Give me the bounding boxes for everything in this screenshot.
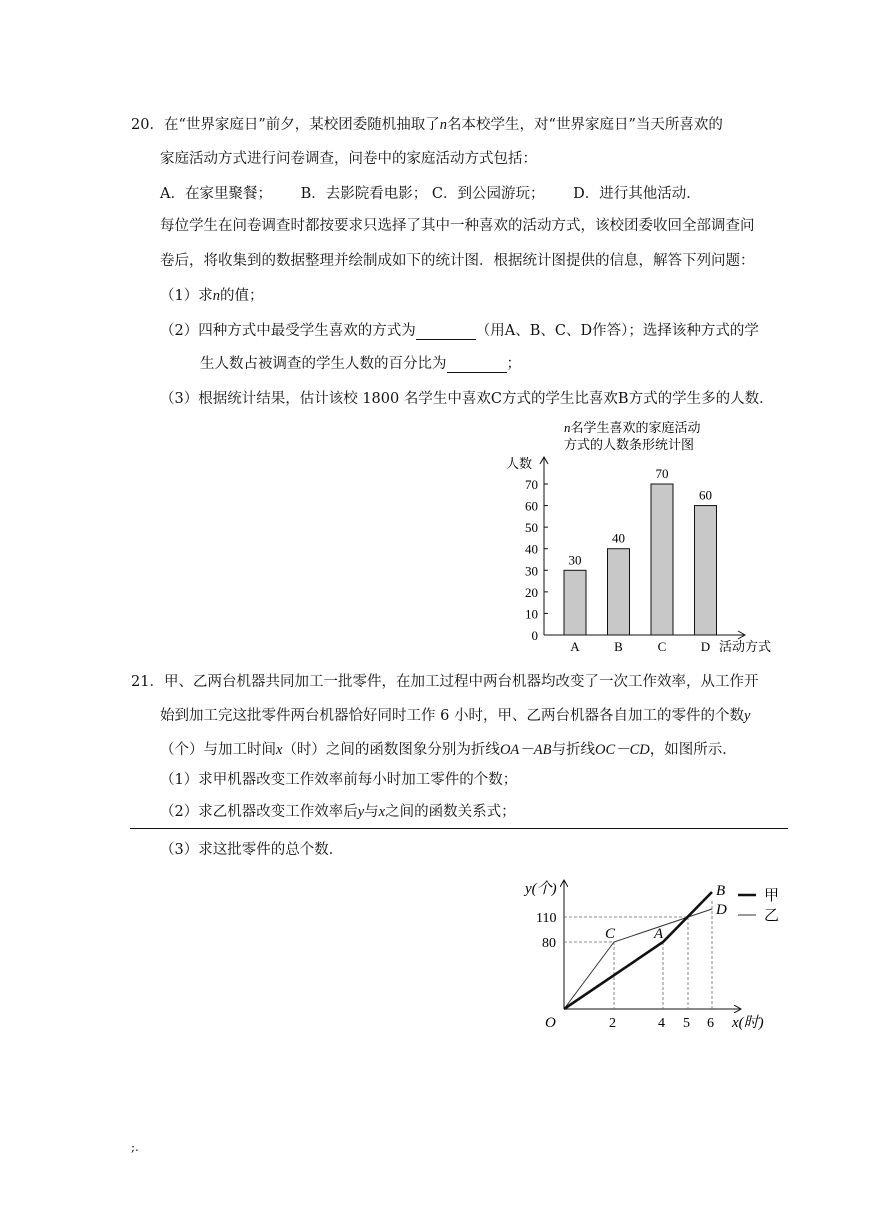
tick-2: 2 [609, 1016, 616, 1031]
q20-number: 20． [131, 117, 164, 133]
y-tick-label: 10 [525, 606, 538, 622]
q21-text: 甲、乙两台机器共同加工一批零件，在加工过程中两台机器均改变了一次工作效率，从工作开 [163, 674, 759, 690]
category-label: D [700, 639, 711, 654]
var-x: x [378, 804, 386, 820]
tick-4: 4 [658, 1016, 665, 1031]
var-n: n [439, 117, 448, 133]
y-tick-label: 60 [525, 498, 538, 514]
function-graph [520, 875, 790, 1040]
bar-chart [500, 415, 790, 660]
q20-line2: 家庭活动方式进行问卷调查，问卷中的家庭活动方式包括： [160, 151, 537, 167]
q20-part3: （3）根据统计结果，估计该校 1800 名学生中喜欢C方式的学生比喜欢B方式的学生多的人数． [160, 391, 774, 407]
origin-label: O [545, 1015, 556, 1031]
bar-value-label: 30 [568, 552, 582, 568]
var-n: n [212, 288, 220, 304]
bar-a [564, 570, 586, 635]
q20-line4: 每位学生在问卷调查时都按要求只选择了其中一种喜欢的活动方式，该校团委收回全部调查问 [160, 218, 755, 234]
tick-80: 80 [542, 936, 556, 951]
q21-line1 [131, 670, 758, 691]
q20-part1 [160, 284, 263, 305]
q20-options [160, 182, 701, 203]
q20-line1 [131, 113, 723, 134]
bar-c [651, 484, 673, 635]
x-axis-label: x(时) [732, 1015, 764, 1031]
bar-value-label: 70 [655, 466, 669, 481]
tick-5: 5 [683, 1016, 690, 1031]
y-tick-label: 70 [525, 477, 538, 492]
part2-text: 与 [364, 804, 379, 820]
line-jia [564, 892, 712, 1009]
q21-text: （时）之间的函数图象分别为折线 [282, 742, 500, 758]
y-tick-label: 0 [531, 628, 538, 643]
bar-d [695, 506, 717, 635]
var-y: y [357, 804, 365, 820]
part1-text: 的值； [219, 288, 264, 304]
point-c: C [605, 926, 616, 942]
point-b: B [716, 883, 726, 899]
q21-part3: （3）求这批零件的总个数． [160, 842, 344, 858]
q20-part2-cont [200, 352, 521, 373]
q21-line2 [160, 704, 750, 725]
chart-title-line1: n名学生喜欢的家庭活动 [564, 420, 701, 435]
bar-value-label: 40 [612, 530, 625, 546]
q21-text: ，如图所示． [649, 742, 737, 758]
bar-value-label: 60 [699, 487, 712, 503]
option-d: D．进行其他活动． [573, 186, 701, 202]
bar-b [608, 549, 630, 635]
y-axis-label: y(个) [525, 881, 557, 897]
part2-text: （用A、B、C、D作答）；选择该种方式的学 [475, 323, 759, 339]
legend-jia: 甲 [764, 888, 780, 904]
q21-text: 始到加工完这批零件两台机器恰好同时工作 6 小时，甲、乙两台机器各自加工的零件的个数 [160, 708, 744, 724]
part2-text: （2）四种方式中最受学生喜欢的方式为 [160, 323, 416, 339]
q20-text: 名本校学生，对“世界家庭日”当天所喜欢的 [447, 117, 723, 133]
part2-text: 之间的函数关系式； [385, 804, 516, 820]
category-label: B [614, 639, 623, 654]
part2-text: 生人数占被调查的学生人数的百分比为 [200, 356, 447, 372]
q20-text: 在“世界家庭日”前夕，某校团委随机抽取了 [163, 117, 440, 133]
y-tick-label: 40 [525, 541, 538, 557]
tick-6: 6 [707, 1016, 714, 1031]
q21-number: 21． [131, 674, 164, 690]
y-axis-label: 人数 [506, 456, 533, 471]
option-a: A．在家里聚餐； [160, 186, 272, 202]
x-axis-label: 活动方式 [719, 639, 772, 654]
point-d: D [716, 902, 727, 918]
answer-blank[interactable] [416, 323, 476, 340]
q21-text: 与折线 [551, 742, 595, 758]
polyline-oc-cd: OC－CD [594, 742, 650, 758]
part2-text: ； [506, 356, 521, 372]
answer-blank[interactable] [447, 356, 507, 373]
q21-line3 [160, 738, 737, 759]
y-tick-label: 50 [525, 520, 538, 536]
part2-text: （2）求乙机器改变工作效率后 [160, 804, 358, 820]
option-c: C．到公园游玩； [431, 186, 545, 202]
var-y: y [743, 708, 751, 724]
q20-part2 [160, 319, 759, 340]
tick-110: 110 [536, 911, 557, 926]
y-tick-label: 20 [525, 584, 538, 600]
q21-part2 [160, 800, 516, 821]
polyline-oa-ab: OA－AB [499, 742, 552, 758]
footer-mark: ;. [131, 1140, 139, 1154]
legend-yi: 乙 [764, 908, 780, 924]
page-divider [130, 828, 788, 829]
q21-text: （个）与加工时间 [160, 742, 276, 758]
q21-part1: （1）求甲机器改变工作效率前每小时加工零件的个数； [160, 772, 518, 788]
y-tick-label: 30 [525, 563, 538, 579]
var-x: x [276, 742, 283, 758]
category-label: A [570, 639, 580, 654]
part1-text: （1）求 [160, 288, 213, 304]
chart-title-line2: 方式的人数条形统计图 [564, 437, 695, 452]
option-b: B．去影院看电影； [300, 186, 428, 202]
category-label: C [657, 639, 667, 654]
point-a: A [654, 926, 664, 942]
q20-line5: 卷后，将收集到的数据整理并绘制成如下的统计图．根据统计图提供的信息，解答下列问题： [160, 253, 755, 269]
